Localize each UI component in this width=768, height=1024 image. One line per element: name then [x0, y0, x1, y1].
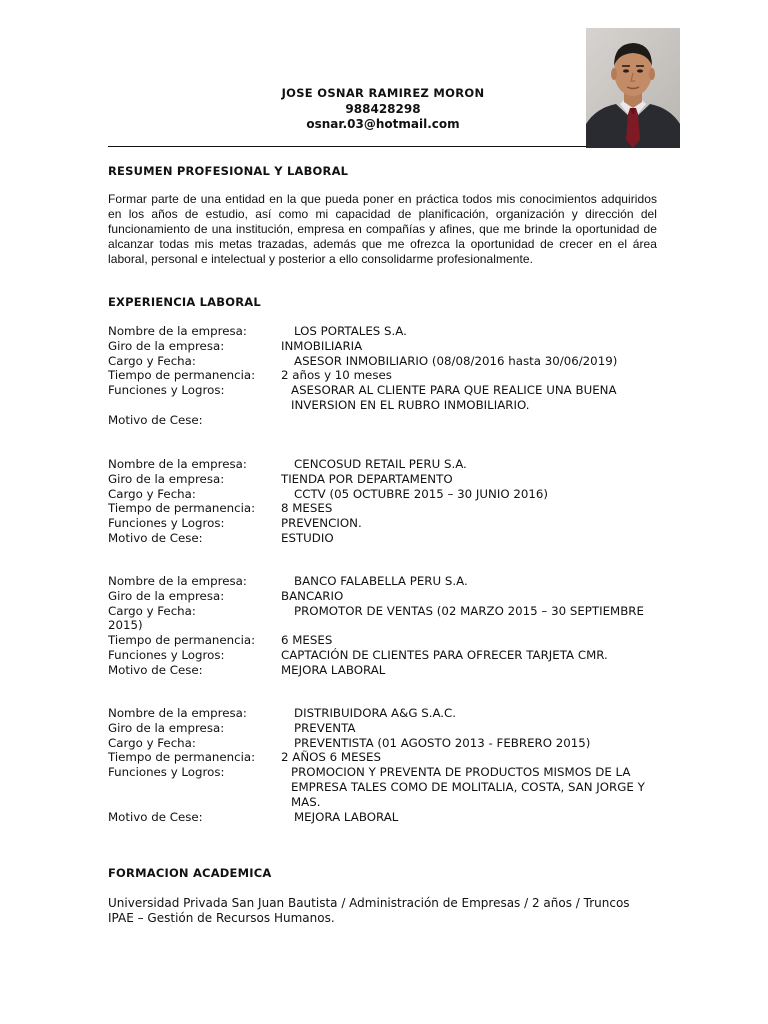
reason-leaving: ESTUDIO	[281, 530, 334, 545]
label-industry: Giro de la empresa:	[108, 588, 225, 603]
company-industry: TIENDA POR DEPARTAMENTO	[281, 471, 453, 486]
label-duration: Tiempo de permanencia:	[108, 368, 256, 383]
position-date: PREVENTISTA (01 AGOSTO 2013 - FEBRERO 2015)	[294, 735, 591, 750]
label-position: Cargo y Fecha:	[108, 353, 196, 368]
job-entry	[108, 574, 668, 678]
label-industry: Giro de la empresa:	[108, 338, 225, 353]
label-functions: Funciones y Logros:	[108, 765, 225, 780]
reason-leaving: MEJORA LABORAL	[294, 809, 399, 824]
functions-achievements: CAPTACIÓN DE CLIENTES PARA OFRECER TARJETA CMR.	[281, 647, 608, 662]
reason-leaving: MEJORA LABORAL	[281, 662, 386, 677]
label-position: Cargo y Fecha:	[108, 603, 196, 618]
functions-achievements: PROMOCION Y PREVENTA DE PRODUCTOS MISMOS DE LA EMPRESA TALES COMO DE MOLITALIA, COSTA, SAN JORGE Y MAS.	[291, 765, 645, 809]
label-functions: Funciones y Logros:	[108, 647, 225, 662]
summary-heading: RESUMEN PROFESIONAL Y LABORAL	[108, 164, 349, 178]
label-reason-leaving: Motivo de Cese:	[108, 412, 203, 427]
company-name: DISTRIBUIDORA A&G S.A.C.	[294, 706, 457, 720]
header-divider	[108, 146, 586, 147]
position-date: PROMOTOR DE VENTAS (02 MARZO 2015 – 30 SEPTIEMBRE	[294, 603, 644, 618]
candidate-name: JOSE OSNAR RAMIREZ MORON	[281, 86, 485, 100]
duration: 2 años y 10 meses	[281, 368, 392, 383]
education-heading: FORMACION ACADEMICA	[108, 866, 272, 880]
summary-text: Formar parte de una entidad en la que pueda poner en práctica todos mis conocimientos adquiridos en los años de estudio, así como mi capacidad de planificación, organización y dirección del funcionamiento de una institución, empresa en compañías y afines, que me brinde la oportunidad de alcanzar todas mis metas trazadas, además que me ofrezca la oportunidad de crecer en el área laboral, personal e intelectual y posterior a ello consolidarme profesionalmente.	[108, 192, 657, 266]
profile-photo	[586, 28, 680, 148]
portrait-illustration	[586, 28, 680, 148]
label-company: Nombre de la empresa:	[108, 574, 247, 588]
email-address: osnar.03@hotmail.com	[306, 117, 460, 131]
label-functions: Funciones y Logros:	[108, 383, 225, 398]
functions-achievements: ASESORAR AL CLIENTE PARA QUE REALICE UNA BUENA INVERSION EN EL RUBRO INMOBILIARIO.	[291, 383, 617, 412]
experience-heading: EXPERIENCIA LABORAL	[108, 295, 261, 309]
label-company: Nombre de la empresa:	[108, 457, 247, 471]
label-reason-leaving: Motivo de Cese:	[108, 662, 203, 677]
label-duration: Tiempo de permanencia:	[108, 750, 256, 765]
company-name: BANCO FALABELLA PERU S.A.	[294, 574, 468, 588]
education-item: Universidad Privada San Juan Bautista / Administración de Empresas / 2 años / Truncos	[108, 896, 630, 910]
job-entry	[108, 324, 668, 428]
company-industry: PREVENTA	[294, 720, 356, 735]
label-reason-leaving: Motivo de Cese:	[108, 809, 203, 824]
label-company: Nombre de la empresa:	[108, 324, 247, 338]
label-duration: Tiempo de permanencia:	[108, 501, 256, 516]
label-company: Nombre de la empresa:	[108, 706, 247, 720]
company-industry: INMOBILIARIA	[281, 338, 363, 353]
label-duration: Tiempo de permanencia:	[108, 633, 256, 648]
duration: 2 AÑOS 6 MESES	[281, 750, 381, 765]
job-entry	[108, 706, 668, 824]
label-position: Cargo y Fecha:	[108, 486, 196, 501]
company-name: LOS PORTALES S.A.	[294, 324, 407, 338]
functions-achievements: PREVENCION.	[281, 516, 362, 531]
duration: 6 MESES	[281, 633, 333, 648]
position-date: ASESOR INMOBILIARIO (08/08/2016 hasta 30/06/2019)	[294, 353, 618, 368]
position-date-continued: 2015)	[108, 618, 143, 633]
company-industry: BANCARIO	[281, 588, 344, 603]
education-list	[108, 896, 668, 926]
position-date: CCTV (05 OCTUBRE 2015 – 30 JUNIO 2016)	[294, 486, 548, 501]
label-industry: Giro de la empresa:	[108, 720, 225, 735]
label-industry: Giro de la empresa:	[108, 471, 225, 486]
duration: 8 MESES	[281, 501, 333, 516]
education-item: IPAE – Gestión de Recursos Humanos.	[108, 911, 335, 925]
label-position: Cargo y Fecha:	[108, 735, 196, 750]
contact-header	[108, 86, 658, 133]
company-name: CENCOSUD RETAIL PERU S.A.	[294, 457, 467, 471]
label-functions: Funciones y Logros:	[108, 516, 225, 531]
phone-number: 988428298	[345, 101, 421, 116]
job-entry	[108, 457, 668, 546]
label-reason-leaving: Motivo de Cese:	[108, 530, 203, 545]
